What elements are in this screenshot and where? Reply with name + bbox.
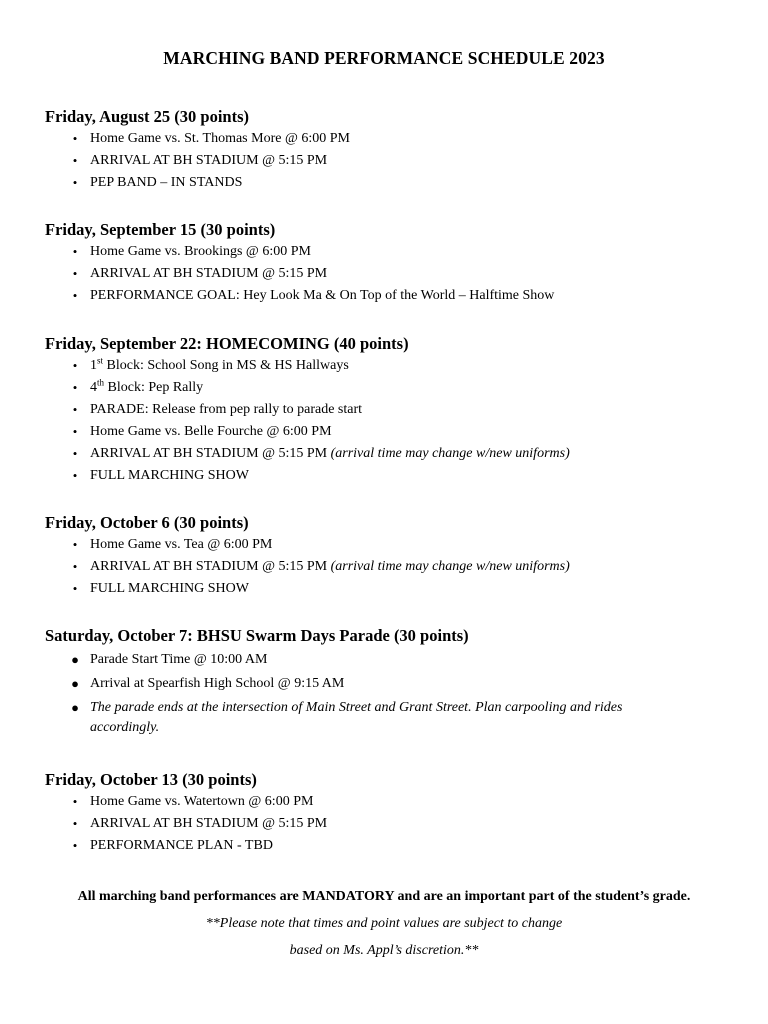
list-item: • PEP BAND – IN STANDS: [45, 172, 735, 194]
schedule-section-sep-22-homecoming: [45, 333, 735, 487]
list-item: • PARADE: Release from pep rally to parade start: [45, 399, 735, 421]
schedule-section-aug-25: [45, 106, 735, 194]
schedule-section-oct-13: [45, 769, 735, 857]
list-item: • ARRIVAL AT BH STADIUM @ 5:15 PM (arrival time may change w/new uniforms): [45, 443, 735, 465]
list-item: • 1st Block: School Song in MS & HS Hallways: [45, 355, 735, 377]
bullet-icon: •: [72, 175, 78, 190]
event-list: [45, 534, 735, 600]
event-list: [45, 650, 735, 738]
schedule-section-sep-15: [45, 219, 735, 307]
list-item: ● The parade ends at the intersection of Main Street and Grant Street. Plan carpooling and rides accordingly.: [45, 698, 735, 738]
list-item: • Home Game vs. St. Thomas More @ 6:00 PM: [45, 128, 735, 150]
event-list: [45, 128, 735, 194]
bullet-icon: •: [72, 838, 78, 853]
schedule-section-oct-7-swarm-days: [45, 625, 735, 738]
bullet-icon: •: [72, 424, 78, 439]
list-item: • FULL MARCHING SHOW: [45, 465, 735, 487]
bullet-icon: •: [72, 581, 78, 596]
list-item: • PERFORMANCE GOAL: Hey Look Ma & On Top of the World – Halftime Show: [45, 285, 735, 307]
bullet-icon: •: [72, 380, 78, 395]
bullet-icon: •: [72, 446, 78, 461]
list-item: • Home Game vs. Brookings @ 6:00 PM: [45, 241, 735, 263]
bullet-icon: ●: [71, 676, 79, 691]
page-title: MARCHING BAND PERFORMANCE SCHEDULE 2023: [163, 48, 605, 68]
list-item: • 4th Block: Pep Rally: [45, 377, 735, 399]
schedule-section-oct-6: [45, 512, 735, 600]
mandatory-notice: All marching band performances are MANDATORY and are an important part of the student’s grade.: [77, 889, 691, 904]
bullet-icon: •: [72, 794, 78, 809]
bullet-icon: •: [72, 358, 78, 373]
disclaimer-line-2: based on Ms. Appl’s discretion.**: [289, 943, 479, 958]
list-item: • Home Game vs. Watertown @ 6:00 PM: [45, 791, 735, 813]
bullet-icon: •: [72, 468, 78, 483]
list-item: • ARRIVAL AT BH STADIUM @ 5:15 PM: [45, 813, 735, 835]
list-item: ● Arrival at Spearfish High School @ 9:15 AM: [45, 674, 735, 694]
list-item: • ARRIVAL AT BH STADIUM @ 5:15 PM: [45, 263, 735, 285]
bullet-icon: •: [72, 537, 78, 552]
event-list: [45, 355, 735, 487]
event-list: [45, 791, 735, 857]
event-list: [45, 241, 735, 307]
bullet-icon: •: [72, 816, 78, 831]
section-heading: Saturday, October 7: BHSU Swarm Days Parade (30 points): [45, 626, 469, 645]
list-item: • PERFORMANCE PLAN - TBD: [45, 835, 735, 857]
list-item: ● Parade Start Time @ 10:00 AM: [45, 650, 735, 670]
disclaimer-line-1: **Please note that times and point values are subject to change: [205, 916, 563, 931]
bullet-icon: •: [72, 559, 78, 574]
list-item: • ARRIVAL AT BH STADIUM @ 5:15 PM: [45, 150, 735, 172]
section-heading: Friday, October 6 (30 points): [45, 513, 249, 532]
section-heading: Friday, September 15 (30 points): [45, 220, 276, 239]
bullet-icon: •: [72, 131, 78, 146]
list-item: • FULL MARCHING SHOW: [45, 578, 735, 600]
section-heading: Friday, October 13 (30 points): [45, 770, 257, 789]
bullet-icon: •: [72, 244, 78, 259]
list-item: • Home Game vs. Belle Fourche @ 6:00 PM: [45, 421, 735, 443]
bullet-icon: •: [72, 266, 78, 281]
bullet-icon: ●: [71, 700, 79, 715]
list-item: • ARRIVAL AT BH STADIUM @ 5:15 PM (arrival time may change w/new uniforms): [45, 556, 735, 578]
bullet-icon: •: [72, 288, 78, 303]
bullet-icon: ●: [71, 652, 79, 667]
section-heading: Friday, September 22: HOMECOMING (40 points): [45, 334, 409, 353]
list-item: • Home Game vs. Tea @ 6:00 PM: [45, 534, 735, 556]
section-heading: Friday, August 25 (30 points): [45, 107, 249, 126]
bullet-icon: •: [72, 402, 78, 417]
bullet-icon: •: [72, 153, 78, 168]
